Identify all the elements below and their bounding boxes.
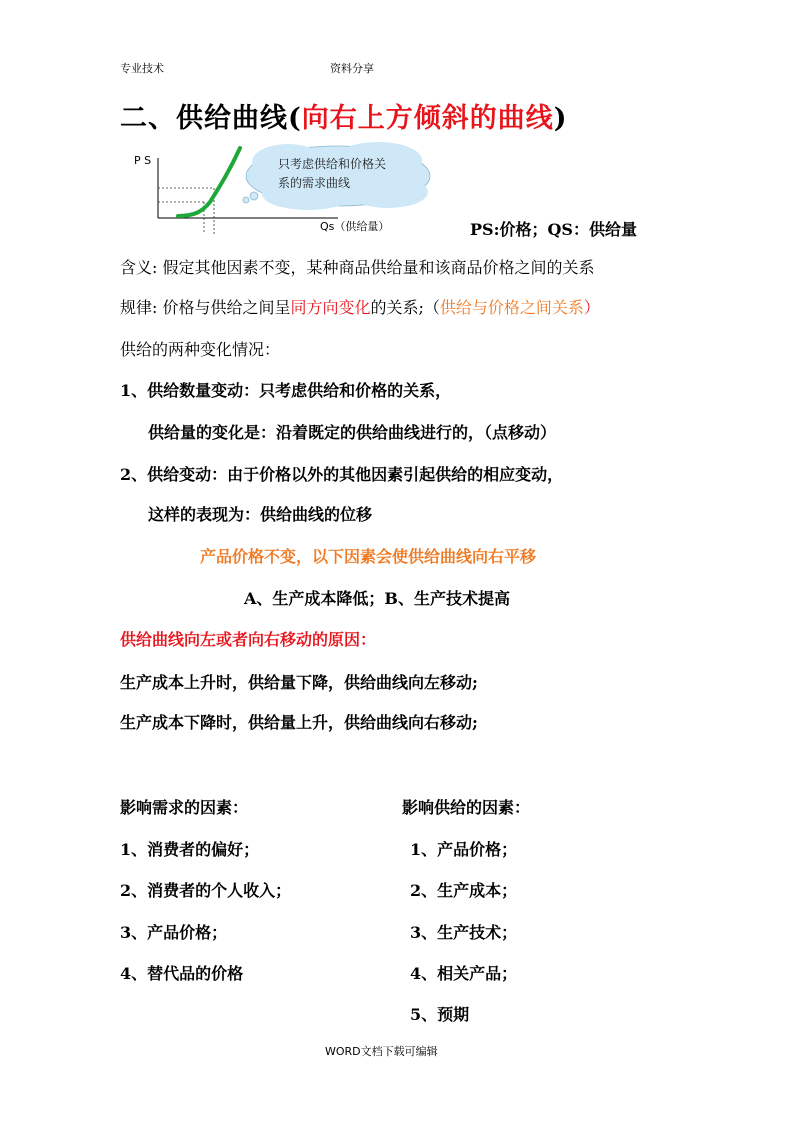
center-line-2: A、生产成本降低；B、生产技术提高	[244, 589, 510, 608]
ps-note: PS:价格；QS：供给量	[470, 220, 637, 239]
header-left: 专业技术	[120, 62, 164, 75]
page-title	[120, 96, 568, 135]
title-highlight: 向右上方倾斜的曲线	[301, 103, 554, 134]
case-1: 1、供给数量变动：只考虑供给和价格的关系，	[120, 381, 452, 400]
rule-line	[120, 295, 600, 318]
rule-part-d: 供给与价格之间关系	[439, 298, 584, 317]
supply-curve-figure	[128, 140, 488, 240]
cloud-text-line2: 系的需求曲线	[278, 176, 351, 190]
supply-factor-item: 2、生产成本；	[410, 881, 518, 900]
reason-1: 生产成本上升时，供给量下降，供给曲线向左移动;	[120, 673, 478, 692]
footer-note: WORD文档下载可编辑	[325, 1045, 438, 1058]
rule-part-b: 同方向变化	[290, 298, 371, 317]
title-prefix: 二、供给曲线(	[120, 103, 302, 134]
case-2: 2、供给变动：由于价格以外的其他因素引起供给的相应变动，	[120, 465, 564, 484]
header-right: 资料分享	[330, 62, 374, 75]
rule-part-e: ）	[583, 298, 600, 317]
cloud-text-line1: 只考虑供给和价格关	[278, 157, 387, 171]
center-line-1: 产品价格不变，以下因素会使供给曲线向右平移	[200, 547, 537, 566]
case-1-detail: 供给量的变化是：沿着既定的供给曲线进行的，（点移动）	[148, 423, 557, 442]
axis-x-label: Qs（供给量）	[320, 220, 390, 233]
reason-2: 生产成本下降时，供给量上升，供给曲线向右移动;	[120, 713, 478, 732]
supply-curve-line	[178, 148, 240, 216]
meaning-line: 含义: 假定其他因素不变，某种商品供给量和该商品价格之间的关系	[120, 258, 595, 277]
case-2-detail: 这样的表现为：供给曲线的位移	[148, 505, 373, 524]
rule-part-a: 规律: 价格与供给之间呈	[120, 298, 291, 317]
supply-factor-item: 5、预期	[410, 1005, 470, 1024]
supply-factor-item: 4、相关产品；	[410, 964, 518, 983]
demand-factor-item: 4、替代品的价格	[120, 964, 244, 983]
demand-factors-title: 影响需求的因素：	[120, 798, 249, 817]
demand-factor-item: 2、消费者的个人收入；	[120, 881, 292, 900]
supply-factor-item: 1、产品价格；	[410, 840, 518, 859]
rule-part-c: 的关系;（	[370, 298, 440, 317]
title-suffix: )	[553, 103, 568, 134]
axis-y-label: P S	[134, 154, 152, 167]
demand-factor-item: 1、消费者的偏好；	[120, 840, 260, 859]
supply-factor-item: 3、生产技术；	[410, 923, 518, 942]
demand-factor-item: 3、产品价格；	[120, 923, 228, 942]
reason-title: 供给曲线向左或者向右移动的原因：	[120, 630, 377, 649]
supply-factors-title: 影响供给的因素：	[402, 798, 531, 817]
cases-heading: 供给的两种变化情况：	[120, 340, 281, 359]
